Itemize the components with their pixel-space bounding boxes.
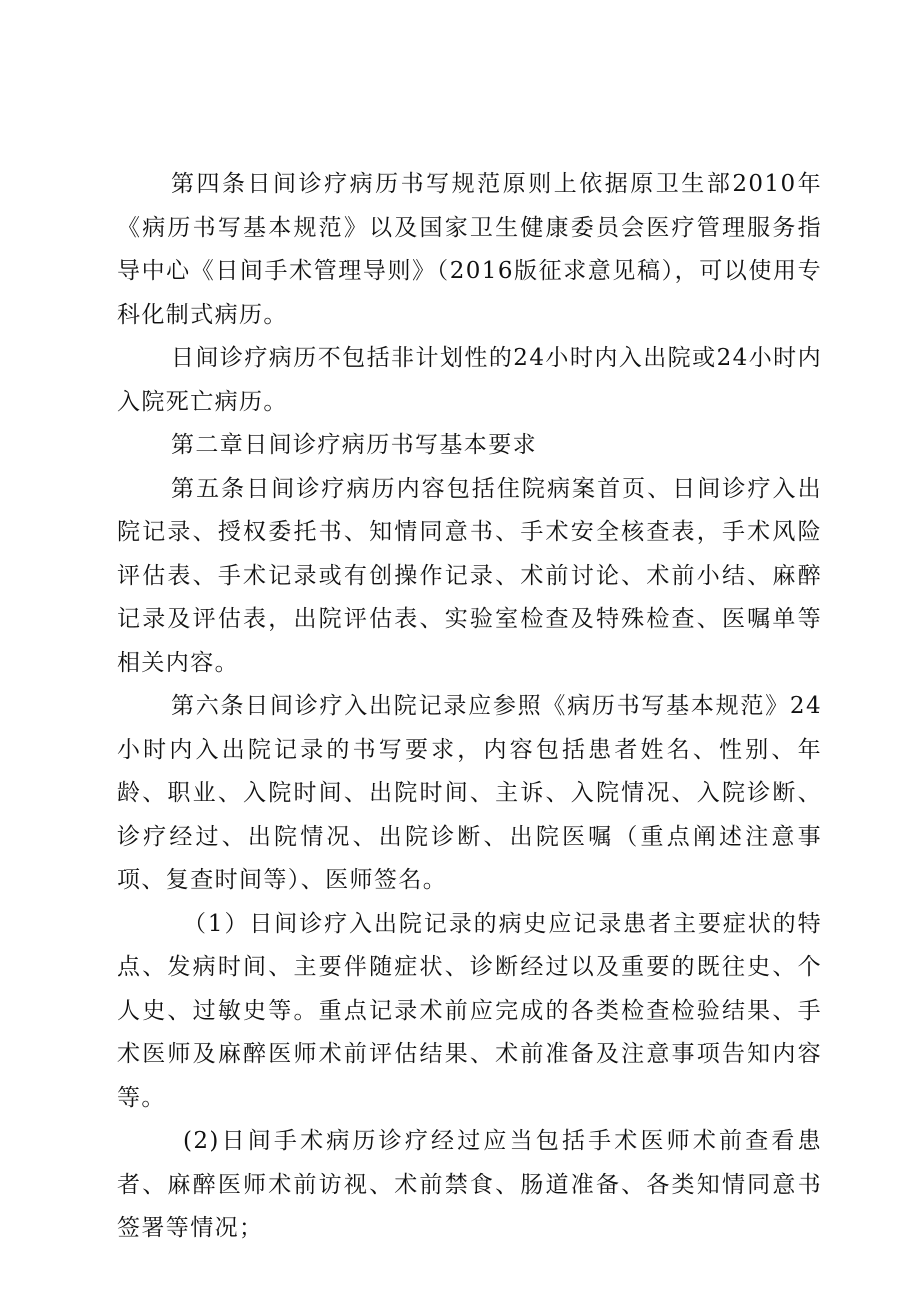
article-6-paragraph: 第六条日间诊疗入出院记录应参照《病历书写基本规范》24小时内入出院记录的书写要求，内容包括患者姓名、性别、年龄、职业、入院时间、出院时间、主诉、入院情况、入院诊断、诊疗经过、出院情况、出院诊断、出院医嘱（重点阐述注意事项、复查时间等）、医师签名。: [117, 693, 822, 893]
clause-1-paragraph: （1）日间诊疗入出院记录的病史应记录患者主要症状的特点、发病时间、主要伴随症状、诊断经过以及重要的既往史、个人史、过敏史等。重点记录术前应完成的各类检查检验结果、手术医师及麻醉医师术前评估结果、术前准备及注意事项告知内容等。: [117, 910, 822, 1111]
article-5-paragraph: 第五条日间诊疗病历内容包括住院病案首页、日间诊疗入出院记录、授权委托书、知情同意书、手术安全核查表，手术风险评估表、手术记录或有创操作记录、术前讨论、术前小结、麻醉记录及评估表，出院评估表、实验室检查及特殊检查、医嘱单等相关内容。: [117, 475, 822, 676]
clause-2-paragraph: (2)日间手术病历诊疗经过应当包括手术医师术前查看患者、麻醉医师术前访视、术前禁食、肠道准备、各类知情同意书签署等情况；: [117, 1128, 822, 1241]
article-4-paragraph: 第四条日间诊疗病历书写规范原则上依据原卫生部2010年《病历书写基本规范》以及国家卫生健康委员会医疗管理服务指导中心《日间手术管理导则》（2016版征求意见稿），可以使用专科化制式病历。: [117, 171, 822, 328]
chapter-2-heading: 第二章日间诊疗病历书写基本要求: [171, 432, 537, 458]
exclusion-paragraph: 日间诊疗病历不包括非计划性的24小时内入出院或24小时内入院死亡病历。: [117, 345, 822, 415]
document-body: [117, 163, 822, 1251]
